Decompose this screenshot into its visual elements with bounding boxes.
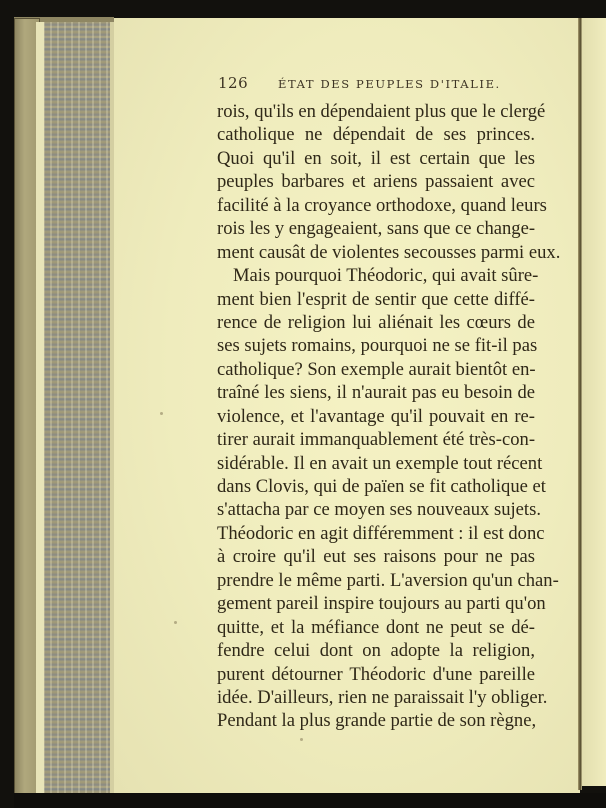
text-line: rence de religion lui aliénait les cœurs de bbox=[217, 311, 535, 333]
text-line: quitte, et la méfiance dont ne peut se dé- bbox=[217, 616, 535, 638]
paragraph-2 bbox=[217, 264, 559, 733]
text-line: Quoi qu'il en soit, il est certain que les bbox=[217, 147, 535, 169]
text-line: ses sujets romains, pourquoi ne se fit-il pas bbox=[217, 335, 538, 357]
text-line: catholique? Son exemple aurait bientôt en- bbox=[217, 358, 536, 380]
text-line: prendre le même parti. L'aversion qu'un chan- bbox=[217, 569, 559, 591]
text-line: Pendant la plus grande partie de son règne, bbox=[217, 710, 537, 732]
running-head bbox=[218, 74, 508, 96]
text-line: Théodoric en agit différemment : il est donc bbox=[217, 522, 545, 544]
text-line: dans Clovis, qui de païen se fit catholique et bbox=[217, 476, 546, 497]
paper-speck bbox=[174, 621, 177, 624]
bottom-shadow bbox=[14, 793, 606, 808]
text-line: ment causât de violentes secousses parmi eux. bbox=[217, 241, 561, 263]
page-stack-edge bbox=[38, 22, 114, 794]
text-line: à croire qu'il eut ses raisons pour ne pas bbox=[217, 546, 535, 568]
text-line: rois les y engageaient, sans que ce change- bbox=[217, 218, 536, 240]
text-line: purent détourner Théodoric d'une pareille bbox=[217, 663, 535, 685]
text-line: Mais pourquoi Théodoric, qui avait sûre- bbox=[233, 265, 539, 287]
text-line: facilité à la croyance orthodoxe, quand leurs bbox=[217, 194, 547, 216]
text-line: idée. D'ailleurs, rien ne paraissait l'y obliger. bbox=[217, 686, 548, 708]
text-line: ment bien l'esprit de sentir que cette diffé- bbox=[217, 288, 535, 310]
page-number: 126 bbox=[218, 74, 249, 92]
text-line: sidérable. Il en avait un exemple tout récent bbox=[217, 452, 543, 474]
text-line: traîné les siens, il n'aurait pas eu besoin de bbox=[217, 382, 535, 404]
text-line: violence, et l'avantage qu'il pouvait en re- bbox=[217, 405, 535, 427]
paragraph-1 bbox=[217, 100, 561, 264]
text-line: tirer aurait immanquablement été très-con- bbox=[217, 429, 536, 451]
paper-speck bbox=[300, 738, 303, 741]
text-line: peuples barbares et ariens passaient avec bbox=[217, 171, 535, 193]
text-line: rois, qu'ils en dépendaient plus que le clergé bbox=[217, 101, 546, 122]
text-line: fendre celui dont on adopte la religion, bbox=[217, 640, 535, 662]
text-line: s'attacha par ce moyen ses nouveaux sujets. bbox=[217, 499, 541, 521]
text-line: catholique ne dépendait de ses princes. bbox=[217, 124, 535, 146]
body-text bbox=[217, 100, 561, 733]
page-stack-highlight bbox=[36, 22, 44, 794]
text-line: gement pareil inspire toujours au parti qu'on bbox=[217, 593, 546, 615]
running-head-title: ÉTAT DES PEUPLES D'ITALIE. bbox=[278, 77, 501, 91]
paper-speck bbox=[160, 412, 163, 415]
facing-page-edge bbox=[582, 18, 606, 786]
